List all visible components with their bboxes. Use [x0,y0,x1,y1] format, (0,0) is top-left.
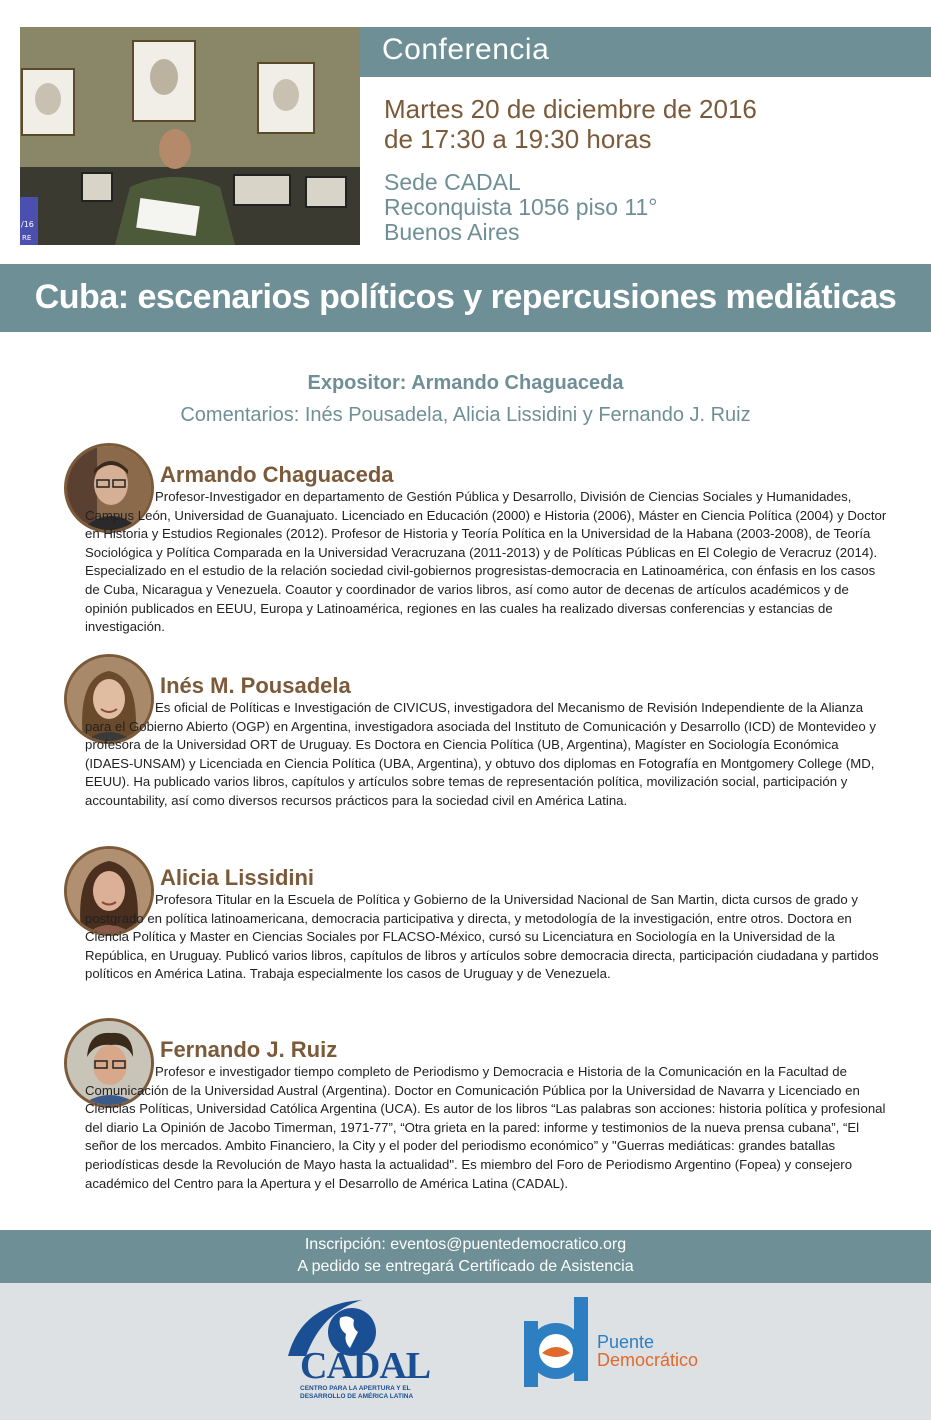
certificate-note: A pedido se entregará Certificado de Asistencia [297,1258,634,1275]
speaker-bio [85,891,890,984]
cadal-logo-subtitle: CENTRO PARA LA APERTURA Y EL DESARROLLO DE AMÉRICA LATINA [300,1385,414,1400]
venue-name: Sede CADAL [384,169,521,195]
puente-democratico-logo-icon [522,1297,592,1389]
registration-email[interactable]: Inscripción: eventos@puentedemocratico.org [304,1236,627,1253]
puente-logo-text: Puente [597,1332,655,1352]
event-photo-illustration [20,27,360,245]
speaker-bio-text: Profesor-Investigador en departamento de Gestión Pública y Desarrollo, División de Ciencias Sociales y Humanidades, Campus León, Universidad de Guanajuato. Licenciado en Educación (2000) e Historia (2006), Máster en Ciencia Política (2004) y Doctor en Historia y Estudios Regionales (2012). Profesor de Historia y Teoría Política en la Universidad de la Habana (2003-2008), de Teoría Sociológica y Política Comparada en la Universidad Veracruzana (2011-2013) y de Políticas Públicas en El Colegio de Veracruz (2014). Especializado en el estudio de la relación sociedad civil-gobiernos progresistas-democracia en Latinoamérica, con énfasis en los casos de Cuba, Nicaragua y Venezuela. Coautor y coordinador de varios libros, así como autor de decenas de artículos académicos y de opinión publicados en EEUU, Europa y Latinoamérica, regiones en las cuales ha realizado diversas conferencias y estancias de investigación. [85,489,887,635]
page-title: Cuba: escenarios políticos y repercusiones mediáticas [34,278,897,316]
conference-banner [360,27,931,77]
photo-overlay-text: /16 [21,220,34,229]
event-date: Martes 20 de diciembre de 2016 [384,94,757,124]
speaker-bio-text: Profesor e investigador tiempo completo de Periodismo y Democracia e Historia de la Comunicación en la Facultad de Comunicación de la Universidad Austral (Argentina). Doctor en Comunicación Pública por la Universidad de Navarra y Licenciado en Ciencias Políticas, Universidad Católica Argentina (UCA). Es autor de los libros “Las palabras son acciones: historia política y profesional del diario La Opinión de Jacobo Timerman, 1971-77”, “Otra grieta en la pared: informe y testimonios de la nueva prensa cubana”, “El señor de los mercados. Ambito Financiero, la City y el poder del periodismo económico” y "Guerras mediáticas: grandes batallas periodísticas desde la Revolución de Mayo hasta la actualidad". Es miembro del Foro de Periodismo Argentino (Fopea) y consejero académico del Centro para la Apertura y el Desarrollo de América Latina (CADAL). [85,1064,886,1191]
speaker-name: Armando Chaguaceda [160,462,394,487]
expositor-line: Expositor: Armando Chaguaceda [307,372,624,394]
conference-label: Conferencia [382,33,550,66]
speaker-bio [85,488,890,637]
venue-city: Buenos Aires [384,219,520,245]
speaker-bio [85,1063,890,1193]
event-time: de 17:30 a 19:30 horas [384,124,652,154]
sponsors-bar [0,1283,931,1420]
registration-banner [0,1230,931,1283]
title-banner [0,264,931,332]
event-photo [20,27,360,245]
photo-overlay-text: RE [22,234,32,242]
venue-address: Reconquista 1056 piso 11° [384,194,658,220]
speaker-name: Inés M. Pousadela [160,673,351,698]
commentators-line: Comentarios: Inés Pousadela, Alicia Lissidini y Fernando J. Ruiz [180,404,751,426]
cadal-logo-text: CADAL [300,1345,431,1387]
speaker-name: Fernando J. Ruiz [160,1037,338,1062]
speaker-name: Alicia Lissidini [160,865,315,890]
speaker-bio [85,699,890,811]
speaker-bio-text: Es oficial de Políticas e Investigación de CIVICUS, investigadora del Mecanismo de Revisión Independiente de la Alianza para el Gobierno Abierto (OGP) en Argentina, investigadora asociada del Instituto de Comunicación y Desarrollo (ICD) de Montevideo y profesora de la Universidad ORT de Uruguay. Es Doctora en Ciencia Política (UB, Argentina), Magíster en Sociología Económica (IDAES-UNSAM) y Licenciada en Ciencia Política (UBA, Argentina), y obtuvo dos diplomas en Fotografía en Montgomery College (MD, EEUU). Ha publicado varios libros, capítulos y artículos sobre temas de representación política, movilización social, participación y accountability, así como diversos recursos prácticos para la sociedad civil en América Latina. [85,700,876,808]
puente-logo-text: Democrático [597,1350,699,1370]
speaker-bio-text: Profesora Titular en la Escuela de Política y Gobierno de la Universidad Nacional de San Martin, dicta cursos de grado y postgrado en política latinoamericana, democracia participativa y directa, y metodología de la investigación, entre otros. Doctora en Ciencia Política y Master en Ciencias Sociales por FLACSO-México, cursó su Licenciatura en Sociología en la Universidad de la República, en Uruguay. Publicó varios libros, capítulos de libros y artículos sobre democracia directa, participación ciudadana y partidos políticos en América Latina. Trabaja especialmente los casos de Uruguay y de Venezuela. [85,892,879,982]
